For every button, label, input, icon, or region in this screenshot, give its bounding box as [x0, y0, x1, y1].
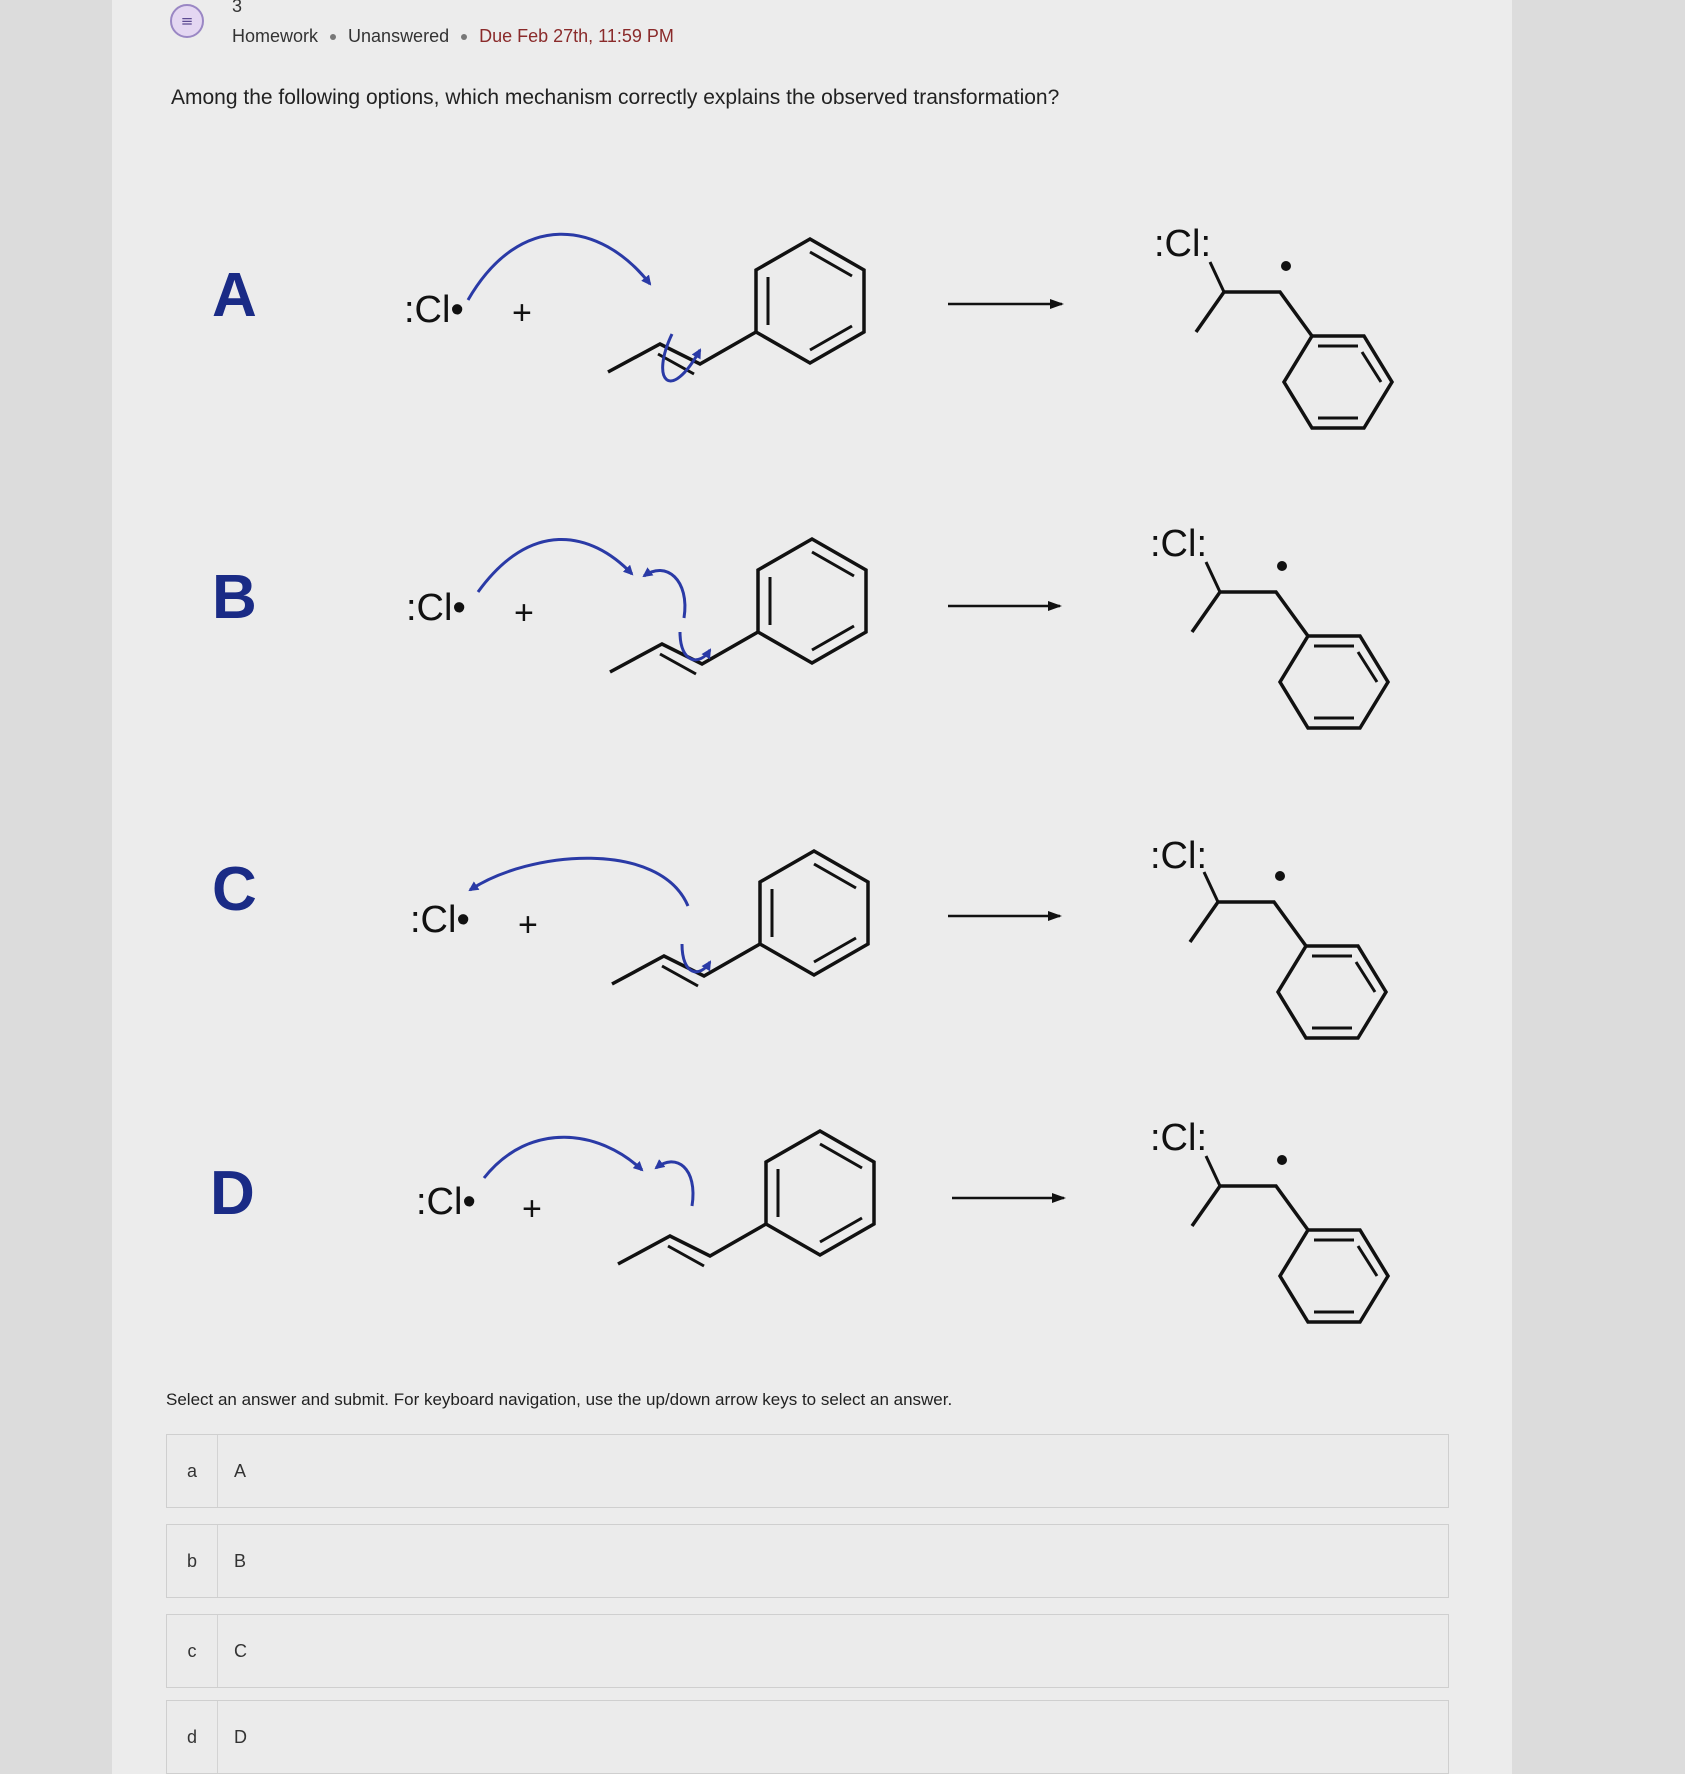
- curved-arrow: [468, 234, 650, 300]
- question-list-icon[interactable]: ≡: [170, 4, 204, 38]
- chlorine-radical: :Cl•: [404, 289, 464, 331]
- product-chlorine: :Cl:: [1150, 835, 1207, 877]
- option-d-scheme: [210, 1117, 1388, 1322]
- plus-sign: +: [522, 1190, 542, 1228]
- answer-key: c: [167, 1615, 218, 1687]
- option-b-scheme: [212, 523, 1388, 728]
- question-number: 3: [232, 0, 243, 16]
- due-date: Due Feb 27th, 11:59 PM: [479, 26, 674, 46]
- answer-label: C: [234, 1640, 247, 1661]
- answer-label: D: [234, 1726, 247, 1747]
- chlorine-radical: :Cl•: [410, 899, 470, 941]
- answer-key: a: [167, 1435, 218, 1507]
- option-c-scheme: [212, 835, 1386, 1038]
- category-label: Homework: [232, 26, 319, 46]
- answer-label: A: [234, 1460, 247, 1481]
- option-letter-d: D: [210, 1159, 255, 1228]
- fishhook-arrow: [656, 1162, 693, 1206]
- answer-label: B: [234, 1550, 247, 1571]
- fishhook-arrow: [644, 570, 685, 618]
- question-text: Among the following options, which mechanism correctly explains the observed transformation?: [171, 86, 1060, 109]
- fishhook-arrow: [682, 944, 710, 972]
- fishhook-arrow: [680, 632, 710, 660]
- answer-option-d[interactable]: [166, 1700, 1449, 1774]
- answer-option-b[interactable]: [166, 1524, 1449, 1598]
- product-chlorine: :Cl:: [1150, 1117, 1207, 1159]
- plus-sign: +: [518, 906, 538, 944]
- product-chlorine: :Cl:: [1150, 523, 1207, 565]
- fishhook-arrow: [484, 1137, 642, 1178]
- answer-key: b: [167, 1525, 218, 1597]
- answer-option-a[interactable]: [166, 1434, 1449, 1508]
- answer-option-c[interactable]: [166, 1614, 1449, 1688]
- fishhook-arrow: [470, 858, 688, 906]
- plus-sign: +: [512, 294, 532, 332]
- option-letter-c: C: [212, 855, 257, 924]
- fishhook-arrow: [663, 334, 700, 381]
- fishhook-arrow: [478, 539, 632, 592]
- chlorine-radical: :Cl•: [416, 1181, 476, 1223]
- option-letter-a: A: [212, 261, 257, 330]
- option-letter-b: B: [212, 563, 257, 632]
- answer-key: d: [167, 1701, 218, 1773]
- product-chlorine: :Cl:: [1154, 223, 1211, 265]
- option-a-scheme: [212, 223, 1392, 428]
- status-label: Unanswered: [348, 26, 450, 46]
- plus-sign: +: [514, 594, 534, 632]
- chlorine-radical: :Cl•: [406, 587, 466, 629]
- answer-instruction: Select an answer and submit. For keyboard navigation, use the up/down arrow keys to select an answer.: [166, 1390, 953, 1409]
